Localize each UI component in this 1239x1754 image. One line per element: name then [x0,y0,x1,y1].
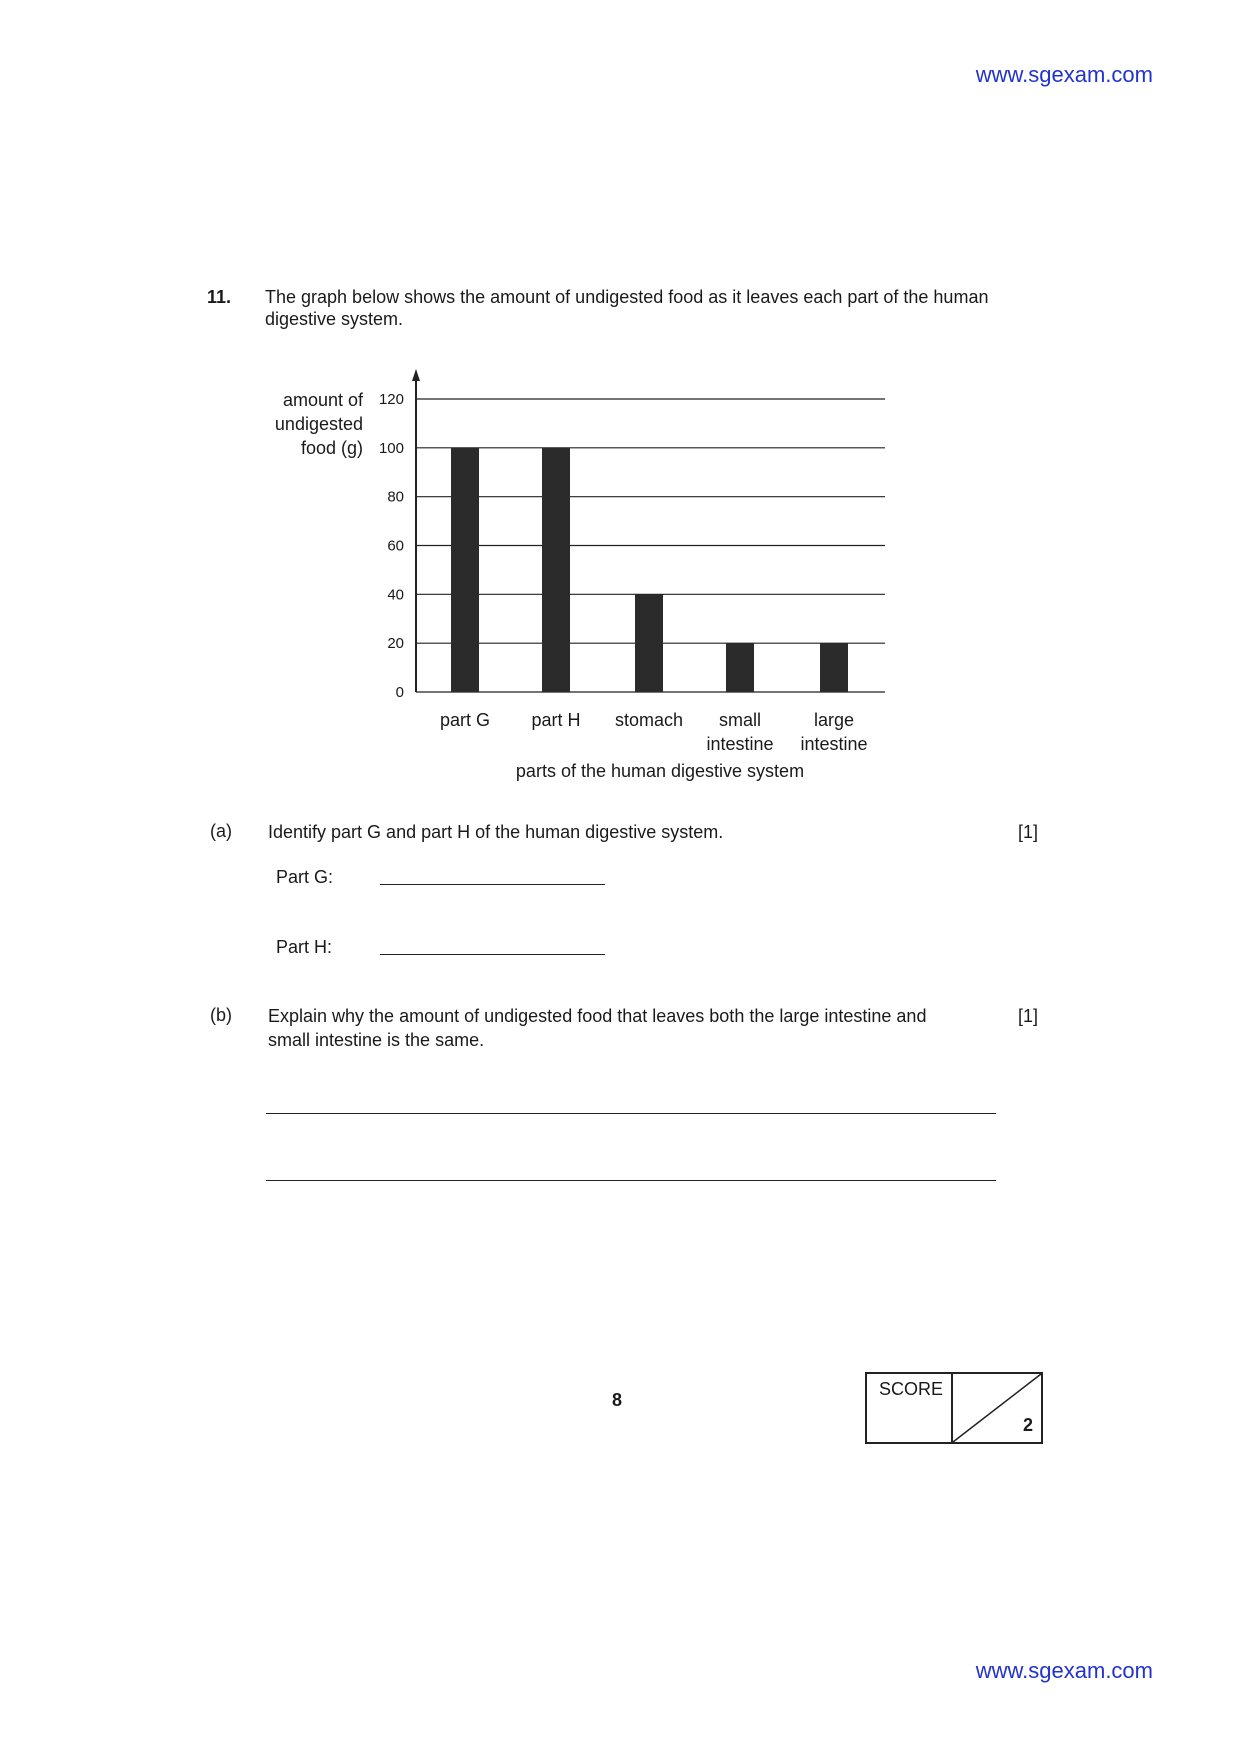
score-total: 2 [1022,1415,1033,1435]
question-stem: The graph below shows the amount of undigested food as it leaves each part of the human digestive system. [265,287,989,329]
part-g-answer-line[interactable] [380,884,605,885]
part-b-text-line2: small intestine is the same. [268,1030,485,1050]
x-tick-label: small intestine [706,710,774,754]
y-tick-label: 80 [387,488,404,506]
page-number: 8 [612,1390,623,1410]
y-tick-label: 100 [378,439,404,457]
part-b-answer-line-1[interactable] [266,1113,996,1114]
bar [820,643,848,692]
part-b-marks: [1] [1018,1006,1039,1026]
bar [635,594,663,692]
part-h-answer-line[interactable] [380,954,605,955]
part-a-marks: [1] [1018,822,1039,842]
part-b-text-line1: Explain why the amount of undigested food that leaves both the large intestine and [268,1006,927,1026]
footer-url: www.sgexam.com [975,1658,1153,1683]
y-axis-title-line: amount of [282,390,363,410]
part-b-label: (b) [210,1005,232,1025]
bar [451,448,479,692]
y-axis-title-line: food (g) [300,438,363,458]
x-tick-label: large intestine [800,710,868,754]
y-tick-label: 20 [387,635,404,653]
part-b-answer-line-2[interactable] [266,1180,996,1181]
question-number: 11. [207,287,232,307]
y-tick-label: 120 [378,391,404,408]
part-g-label: Part G: [276,867,334,887]
bar [726,643,754,692]
y-axis-title-line: undigested [274,414,363,434]
x-axis-title: parts of the human digestive system [515,761,805,781]
part-a-text: Identify part G and part H of the human digestive system. [268,822,724,842]
x-tick-label: stomach [614,710,684,730]
chart-bars [451,448,848,692]
y-tick-labels [379,391,404,701]
score-label-cell [867,1374,953,1442]
x-tick-label: part G [439,710,491,730]
y-axis-arrow [412,369,420,381]
x-tick-label: part H [531,710,581,730]
y-tick-label: 60 [387,537,404,555]
y-tick-label: 40 [387,586,404,604]
part-a-label: (a) [210,821,232,841]
header-url: www.sgexam.com [975,62,1153,87]
x-tick-labels [440,710,868,754]
score-label: SCORE [879,1379,944,1399]
part-h-label: Part H: [276,937,333,957]
bar-chart [0,0,1239,800]
bar [542,448,570,692]
y-axis-title [275,390,364,458]
score-box [865,1372,1043,1444]
y-tick-label: 0 [395,684,404,701]
